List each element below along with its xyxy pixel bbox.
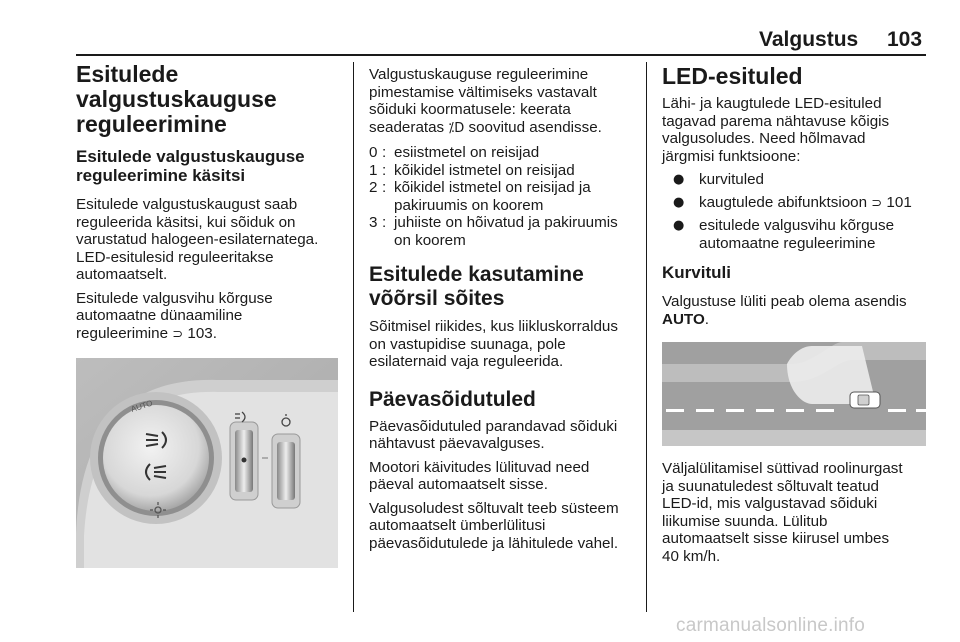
text-line: Päevasõidutuled parandavad sõiduki (369, 417, 618, 435)
text-fragment: . (704, 310, 709, 328)
bullet-icon: ● (673, 218, 685, 233)
text-fragment: kaugtulede abifunktsioon (699, 193, 868, 211)
text-line: Lähi- ja kaugtulede LED-esituled (662, 95, 882, 112)
paragraph (662, 293, 928, 328)
table-row (369, 179, 639, 214)
light-switch-knob (103, 405, 209, 511)
page-reference-link[interactable]: 101 (886, 193, 912, 211)
text-line: kõikidel istmetel on reisijad ja (394, 179, 591, 196)
text-line: 40 km/h. (662, 547, 721, 565)
section-heading: Päevasõidutuled (369, 387, 536, 411)
section-heading (76, 62, 346, 137)
column-2 (369, 66, 639, 552)
table-value (394, 179, 639, 214)
text-line: automaatselt sisse kiirusel umbes (662, 530, 890, 547)
paragraph (369, 66, 639, 137)
list-item-text (699, 194, 928, 213)
page-reference-link[interactable]: 103. (187, 324, 217, 342)
list-item-text (699, 217, 928, 252)
text-line: automaatselt. (76, 266, 168, 283)
cornering-light-image (662, 342, 926, 446)
table-key: 3 (369, 214, 378, 231)
headlight-switch-image (76, 358, 338, 568)
text-fragment: soovitud asendisse. (468, 118, 602, 136)
table-colon: : (382, 179, 387, 196)
text-line: pimestamise vältimiseks vastavalt (369, 83, 597, 101)
text-line: nähtavust päevavalguses. (369, 435, 545, 452)
text-line: tagavad parema nähtavuse kõigis (662, 112, 890, 130)
bullet-icon: ● (673, 194, 685, 210)
feature-bullet-list (662, 171, 928, 252)
text-line: automaatselt ümberlülitusi (369, 517, 546, 534)
section-title: Valgustus (759, 28, 859, 51)
auto-label: AUTO (129, 398, 154, 414)
table-row (369, 214, 639, 249)
heading-line: reguleerimine (76, 111, 227, 137)
table-value (394, 162, 639, 180)
paragraph (369, 500, 639, 553)
heading-line: valgustuskauguse (76, 86, 277, 112)
text-line: esitulede valgusvihu kõrguse (699, 217, 895, 234)
text-line: automaatne reguleerimine (699, 234, 876, 252)
list-item (662, 217, 928, 252)
text-line: Mootori käivitudes lülituvad need (369, 458, 590, 476)
paragraph (662, 95, 928, 165)
column-1 (76, 62, 346, 343)
heading-line: võõrsil sõites (369, 287, 505, 310)
text-line: Valgusoludest sõltuvalt teeb süsteem (369, 499, 619, 517)
table-value (394, 214, 639, 249)
text-line: juhiiste on hõivatud ja pakiruumis (394, 214, 618, 231)
table-key: 0 (369, 144, 378, 161)
text-line: on koorem (394, 231, 466, 249)
wheel-dot (242, 458, 247, 463)
car-icon (850, 392, 880, 408)
bullet-icon: ● (673, 172, 685, 187)
table-value (394, 144, 639, 162)
page-number: 103 (887, 28, 923, 51)
section-heading (369, 263, 639, 311)
paragraph (662, 460, 928, 565)
heading-line: Esitulede kasutamine (369, 263, 584, 286)
paragraph (369, 459, 639, 494)
column-divider-1 (353, 62, 354, 612)
text-line: Esitulede valgusvihu kõrguse (76, 289, 273, 307)
heading-line: Esitulede (76, 61, 179, 87)
text-line: Valgustuse lüliti peab olema asendis (662, 293, 907, 310)
road-lower (662, 430, 926, 446)
text-line: esiistmetel on reisijad (394, 144, 540, 161)
page-ref-icon: ⊃ (871, 195, 883, 211)
subsection-heading (76, 147, 346, 185)
text-line: Väljalülitamisel süttivad roolinurgast (662, 460, 903, 477)
text-line: sõiduki koormatusele: keerata (369, 101, 571, 118)
text-line (76, 325, 346, 344)
text-line: LED-esitulesid reguleeritakse (76, 248, 274, 266)
watermark: carmanualsonline.info (676, 615, 866, 636)
paragraph (76, 290, 346, 344)
page-ref-icon: ⊃ (172, 326, 184, 342)
text-line: esilaternaid vaja reguleerida. (369, 353, 564, 370)
text-line: kurvituled (699, 171, 764, 188)
table-row (369, 162, 639, 180)
text-line: on vastupidise suunaga, pole (369, 335, 566, 353)
text-line: Esitulede valgustuskaugust saab (76, 196, 298, 213)
text-line: Valgustuskauguse reguleerimine (369, 66, 589, 83)
text-line: automaatne dünaamiline (76, 307, 243, 324)
column-divider-2 (646, 62, 647, 612)
text-line: pakiruumis on koorem (394, 196, 544, 214)
table-key: 2 (369, 179, 378, 196)
table-colon: : (382, 214, 387, 231)
text-line: päevasõidutulede ja lähitulede vahel. (369, 534, 619, 552)
paragraph (76, 196, 346, 284)
paragraph (369, 318, 639, 371)
text-fragment: reguleerimine (76, 324, 169, 342)
list-item (662, 171, 928, 189)
paragraph (369, 418, 639, 453)
text-line (662, 311, 928, 329)
table-row (369, 144, 639, 162)
text-line: valgusoludes. Need hõlmavad (662, 130, 866, 147)
list-item-text (699, 171, 928, 189)
text-line: kõikidel istmetel on reisijad (394, 161, 575, 179)
section-heading: LED-esituled (662, 63, 803, 89)
text-line: reguleerida käsitsi, kui sõiduk on (76, 213, 296, 231)
headlight-range-symbol-icon: ⁒D (448, 120, 465, 136)
list-item (662, 194, 928, 213)
text-line: varustatud halogeen-esilaternatega. (76, 231, 319, 248)
subsection-heading: Kurvituli (662, 263, 731, 282)
column-3 (662, 64, 928, 328)
heading-line: reguleerimine käsitsi (76, 166, 246, 185)
table-colon: : (382, 161, 387, 179)
text-line: järgmisi funktsioone: (662, 147, 801, 165)
text-line: LED-id, mis valgustavad sõiduki (662, 495, 878, 512)
table-key: 1 (369, 161, 378, 179)
header-rule (76, 54, 926, 56)
text-line: Sõitmisel riikides, kus liikluskorraldus (369, 318, 618, 335)
text-line: liikumise suunda. Lülitub (662, 512, 828, 530)
heading-line: Esitulede valgustuskauguse (76, 147, 305, 166)
load-setting-table (369, 144, 639, 249)
text-line: päeval automaatselt sisse. (369, 476, 548, 493)
table-colon: : (382, 144, 387, 161)
auto-setting-label: AUTO (662, 310, 705, 328)
instrument-dimmer-wheel (277, 442, 295, 500)
text-line (369, 119, 639, 138)
text-line: ja suunatuledest sõltuvalt teatud (662, 477, 879, 495)
text-fragment: seaderatas (369, 118, 445, 136)
